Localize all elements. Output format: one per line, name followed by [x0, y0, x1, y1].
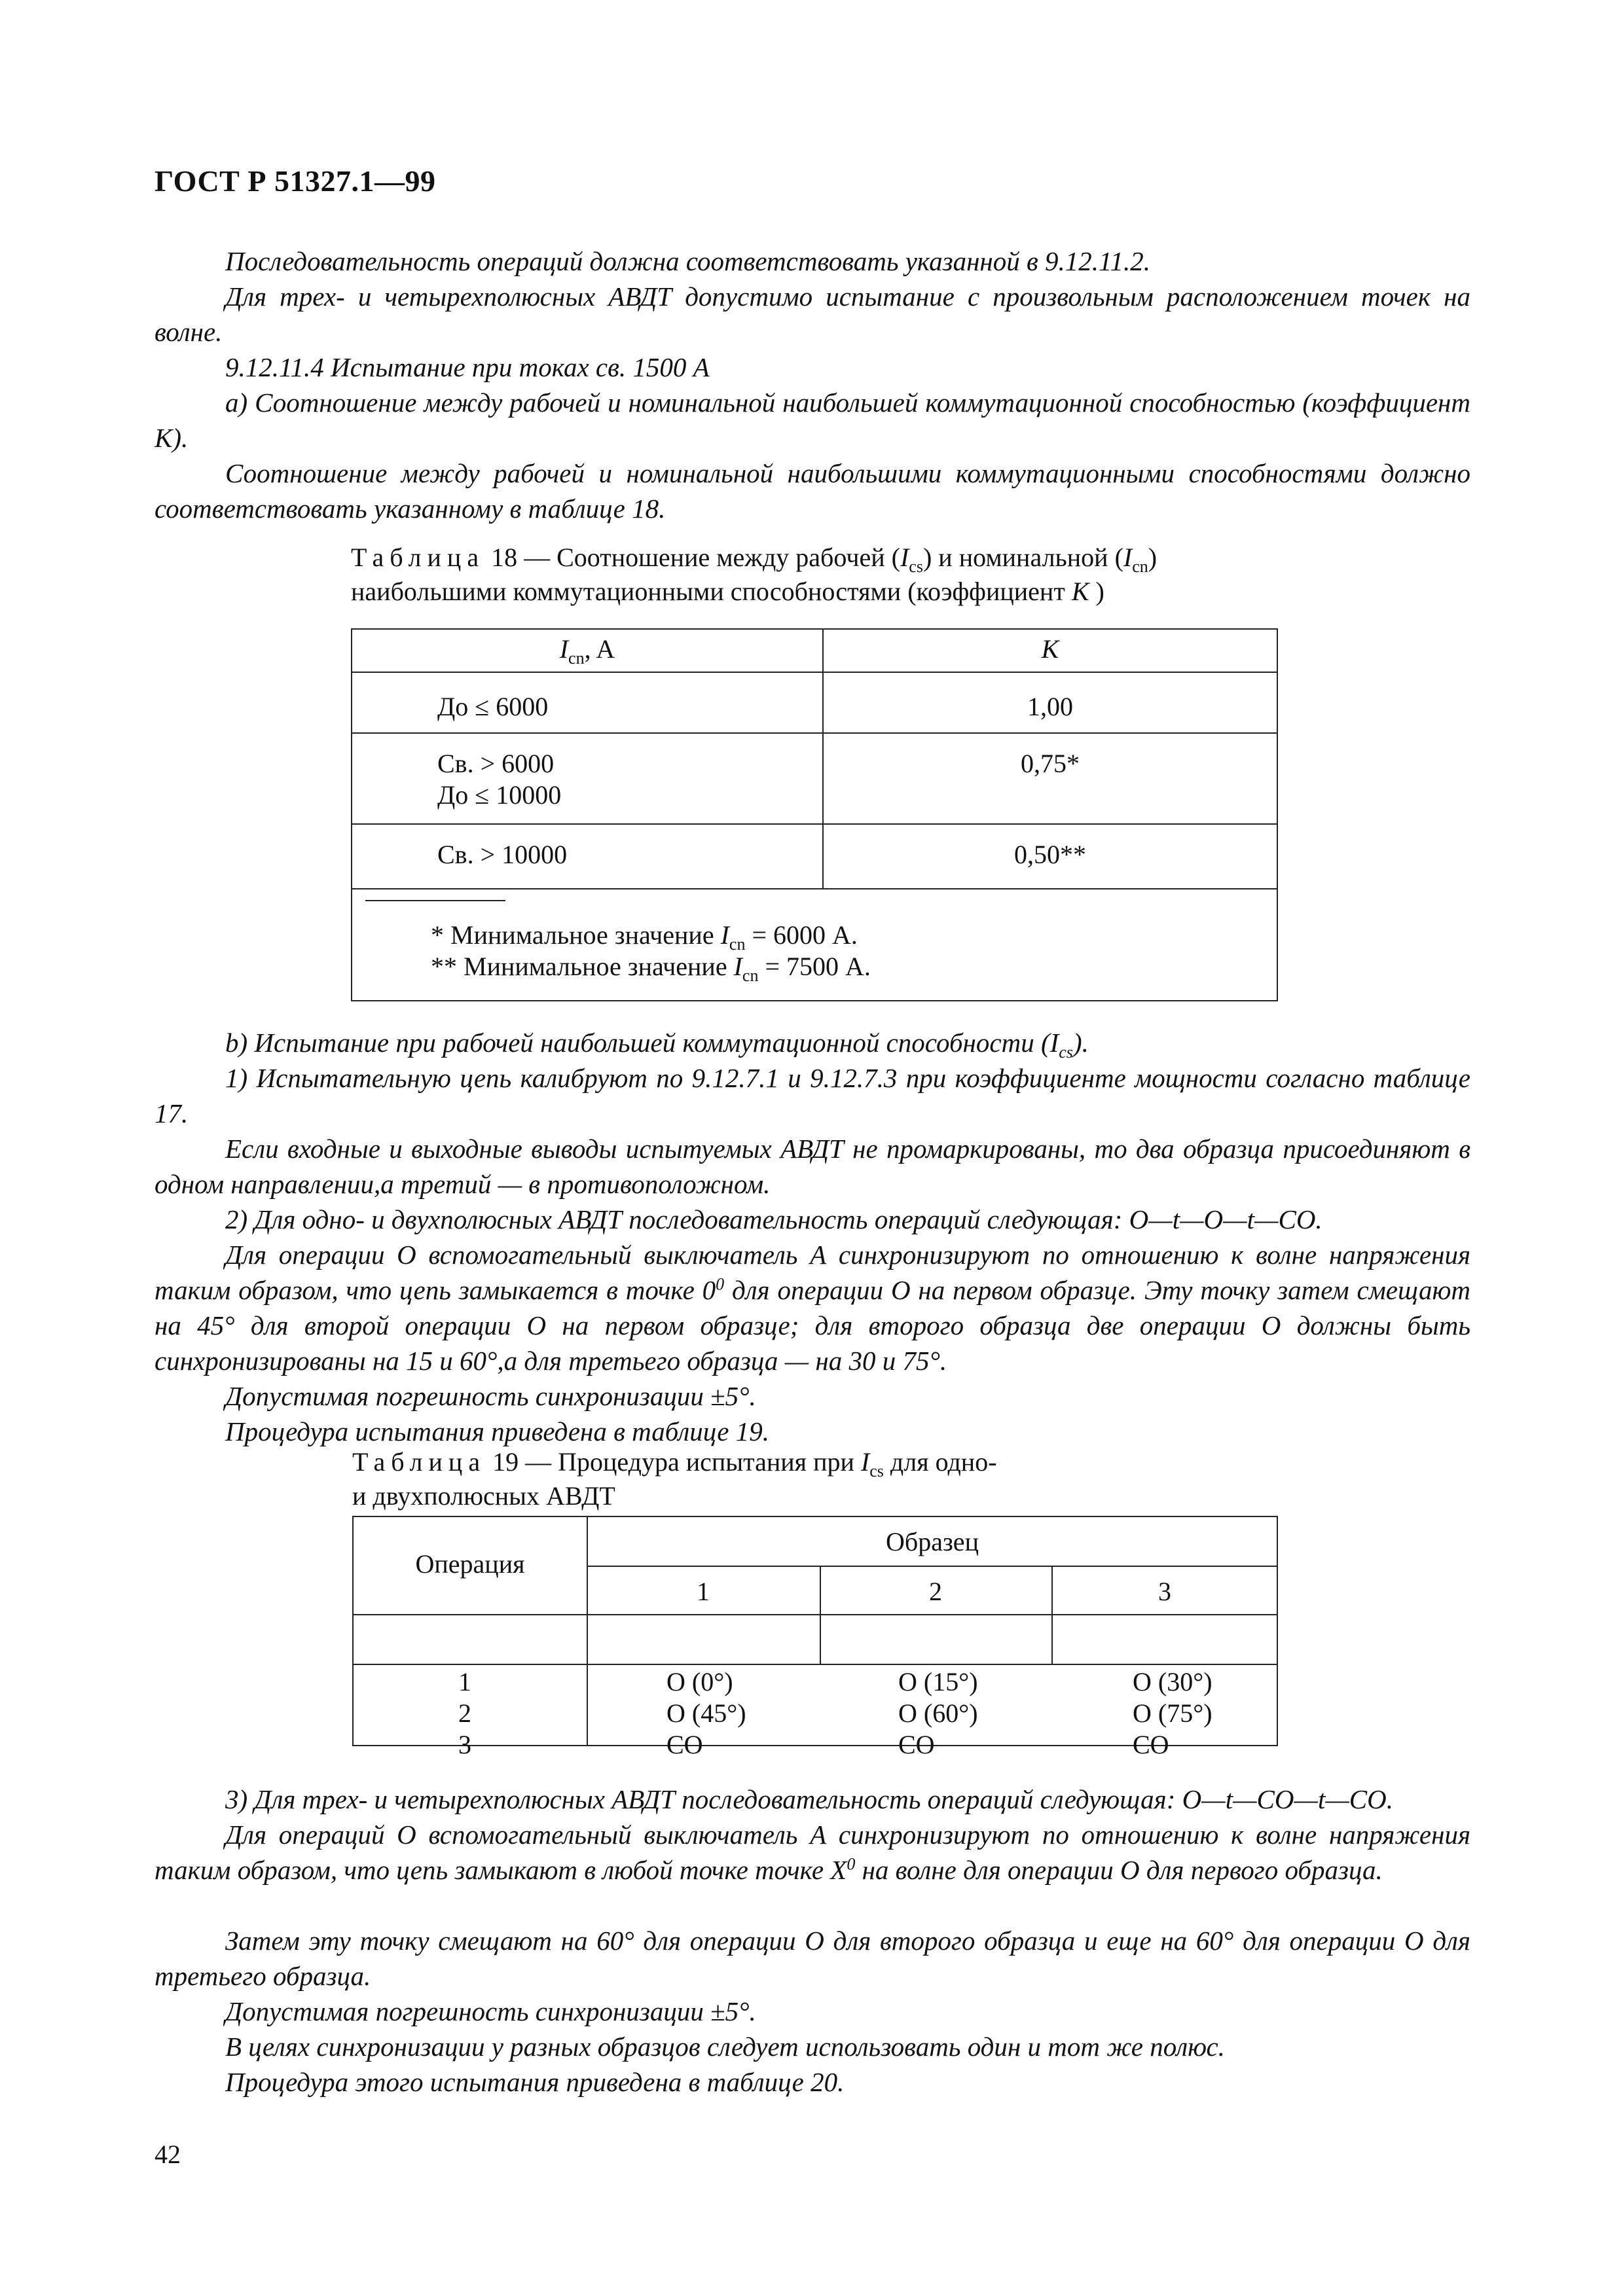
- table19-header-rule: [354, 1614, 1277, 1615]
- table18: [351, 628, 1278, 1001]
- paragraph: Для операции O вспомогательный выключатель А синхронизируют по отношению к волне напряжения таким образом, что цепь замыкается в точке $0^0$ для операции O на первом образце. Эту точку затем смещают на 45° для второй операции O на первом образце; для второго образца две операции O должны быть синхронизированы на 15 и 60°,а для третьего образца — на 30 и 75°.: [155, 1240, 1470, 1376]
- page-number: 42: [155, 2140, 181, 2169]
- table19-sample-number: 1: [697, 1577, 710, 1606]
- paragraph: 2) Для одно- и двухполюсных АВДТ последовательность операций следующая: O—t—O—t—CO.: [225, 1204, 1322, 1234]
- document-header: ГОСТ Р 51327.1—99: [155, 164, 436, 198]
- table18-header-icn: $I_{cn}$, A: [559, 634, 615, 668]
- table19-caption: Таблица 19 — Процедура испытания при $I_{cs}$ для одно- и двухполюсных АВДТ: [352, 1447, 997, 1511]
- table18-cell-icn: До ≤ 6000: [437, 692, 549, 721]
- table19-header-rule: [587, 1566, 1278, 1567]
- section-heading: 9.12.11.4 Испытание при токах св. 1500 А: [225, 352, 710, 382]
- table19-cell: O (30°): [1133, 1667, 1213, 1696]
- table19-cell: O (45°): [666, 1698, 746, 1728]
- table19-cell: O (60°): [898, 1698, 978, 1728]
- paragraph: В целях синхронизации у разных образцов следует использовать один и тот же полюс.: [225, 2032, 1225, 2062]
- table18-cell-k: 1,00: [1027, 692, 1073, 721]
- table19-sample-number: 3: [1158, 1577, 1171, 1606]
- table19-cell: CO: [1133, 1730, 1169, 1759]
- table19-sample-number: 2: [929, 1577, 942, 1606]
- table18-cell-k: 0,75*: [1021, 749, 1080, 778]
- table19-header-operation: Операция: [415, 1549, 525, 1579]
- table18-cell-icn: Св. > 10000: [437, 840, 568, 869]
- table18-cell-k: 0,50**: [1014, 840, 1086, 869]
- table19-header-rule: [354, 1664, 1277, 1665]
- paragraph: Соотношение между рабочей и номинальной наибольшими коммутационными способностями должно соответствовать указанному в таблице 18.: [155, 458, 1470, 524]
- table19-operation-number: 2: [458, 1698, 471, 1728]
- table19-header-sample: Образец: [886, 1527, 979, 1556]
- paragraph: 1) Испытательную цепь калибруют по 9.12.7.1 и 9.12.7.3 при коэффициенте мощности согласно таблице 17.: [155, 1063, 1470, 1128]
- table18-row-rule: [352, 823, 1277, 825]
- table18-caption: Таблица 18 — Соотношение между рабочей $(I_{cs})$ и номинальной $(I_{cn})$ наибольшими коммутационными способностями (коэффициент K ): [351, 543, 1158, 606]
- table19-operation-number: 3: [458, 1730, 471, 1759]
- paragraph: Процедура испытания приведена в таблице 19.: [225, 1416, 769, 1446]
- paragraph: b) Испытание при рабочей наибольшей коммутационной способности $(I_{cs})$.: [225, 1028, 1089, 1062]
- table18-footnote: ** Минимальное значение $I_{cn} = 7500$ А.: [431, 952, 871, 985]
- table18-header-rule: [352, 672, 1277, 673]
- paragraph: Допустимая погрешность синхронизации ±5°.: [225, 1381, 756, 1411]
- paragraph: Если входные и выходные выводы испытуемых АВДТ не промаркированы, то два образца присоединяют в одном направлении,а третий — в противоположном.: [155, 1134, 1470, 1199]
- table19-cell: CO: [898, 1730, 935, 1759]
- table19-cell: O (15°): [898, 1667, 978, 1696]
- table18-row-rule: [352, 888, 1277, 889]
- paragraph: Процедура этого испытания приведена в таблице 20.: [225, 2067, 845, 2097]
- table18-cell-icn: Св. > 6000: [437, 749, 555, 778]
- paragraph: Для трех- и четырехполюсных АВДТ допустимо испытание с произвольным расположением точек на волне.: [155, 281, 1470, 347]
- paragraph: Допустимая погрешность синхронизации ±5°.: [225, 1996, 756, 2026]
- table18-header-k: K: [1041, 634, 1059, 664]
- table18-cell-icn: До ≤ 10000: [437, 780, 562, 810]
- table19-cell: O (0°): [666, 1667, 733, 1696]
- paragraph: Для операций O вспомогательный выключатель А синхронизируют по отношению к волне напряжения таким образом, что цепь замыкают в любой точке точке $X^0$ на волне для операции O для первого образца.: [155, 1820, 1470, 1885]
- table19: [352, 1516, 1278, 1759]
- paragraph: Последовательность операций должна соответствовать указанной в 9.12.11.2.: [225, 246, 1151, 276]
- paragraph: Затем эту точку смещают на 60° для операции O для второго образца и еще на 60° для операции O для третьего образца.: [155, 1926, 1470, 1991]
- table18-row-rule: [352, 732, 1277, 734]
- paragraph: а) Соотношение между рабочей и номинальной наибольшей коммутационной способностью (коэффициент K).: [155, 387, 1470, 453]
- table19-cell: O (75°): [1133, 1698, 1213, 1728]
- footnote-rule: [365, 900, 505, 901]
- table18-footnote: * Минимальное значение $I_{cn} = 6000$ А.: [431, 920, 858, 954]
- table19-cell: CO: [666, 1730, 703, 1759]
- table19-operation-number: 1: [458, 1667, 471, 1696]
- paragraph: 3) Для трех- и четырехполюсных АВДТ последовательность операций следующая: O—t—CO—t—CO.: [225, 1784, 1394, 1814]
